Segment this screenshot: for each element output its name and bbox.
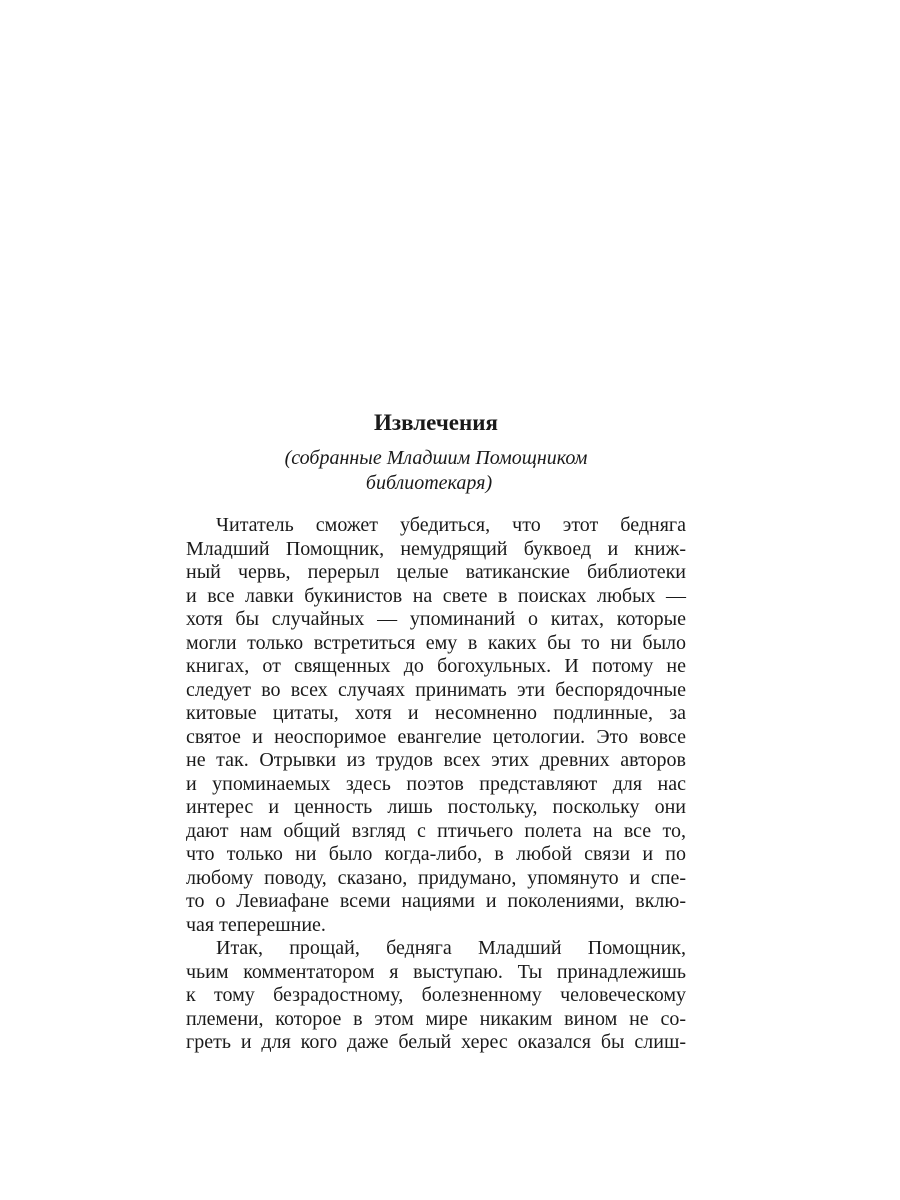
text-line: то о Левиафане всеми нациями и поколениями, вклю-: [186, 890, 686, 912]
text-line: дают нам общий взгляд с птичьего полета на все то,: [186, 819, 686, 842]
subtitle-line-1: (собранные Младшим Помощником: [284, 447, 588, 469]
chapter-heading: Извлечения: [374, 410, 498, 435]
text-line: книгах, от священных до богохульных. И потому не: [186, 655, 686, 677]
chapter-subtitle: [186, 446, 686, 496]
body-text: [186, 514, 686, 1055]
text-line: святое и неоспоримое евангелие цетологии. Это вовсе: [186, 725, 686, 748]
text-line: греть и для кого даже белый херес оказался бы слиш-: [186, 1031, 686, 1053]
paragraph-2: [186, 937, 686, 1055]
text-line: ный червь, перерыл целые ватиканские библиотеки: [186, 561, 686, 583]
text-line: любому поводу, сказано, придумано, упомянуто и спе-: [186, 866, 686, 889]
text-line: и все лавки букинистов на свете в поисках любых —: [186, 584, 686, 607]
text-line: к тому безрадостному, болезненному человеческому: [186, 984, 686, 1006]
text-line: чая теперешние.: [186, 913, 326, 936]
text-line: племени, которое в этом мире никаким вином не со-: [186, 1007, 686, 1030]
paragraph-1: [186, 514, 686, 937]
text-line: Итак, прощай, бедняга Младший Помощник,: [216, 937, 686, 959]
text-line: чьим комментатором я выступаю. Ты принадлежишь: [186, 960, 686, 983]
text-line: хотя бы случайных — упоминаний о китах, которые: [186, 608, 686, 630]
text-line: не так. Отрывки из трудов всех этих древних авторов: [186, 749, 686, 771]
text-line: интерес и ценность лишь постольку, поскольку они: [186, 796, 686, 818]
text-line: могли только встретиться ему в каких бы то ни было: [186, 631, 686, 654]
text-line: китовые цитаты, хотя и несомненно подлинные, за: [186, 702, 686, 724]
text-line: и упоминаемых здесь поэтов представляют для нас: [186, 772, 686, 795]
text-line: следует во всех случаях принимать эти беспорядочные: [186, 678, 686, 701]
text-line: что только ни было когда-либо, в любой связи и по: [186, 843, 686, 865]
subtitle-line-2: библиотекаря): [365, 472, 493, 494]
text-line: Читатель сможет убедиться, что этот бедняга: [216, 514, 686, 536]
text-line: Младший Помощник, немудрящий буквоед и книж-: [186, 537, 686, 560]
